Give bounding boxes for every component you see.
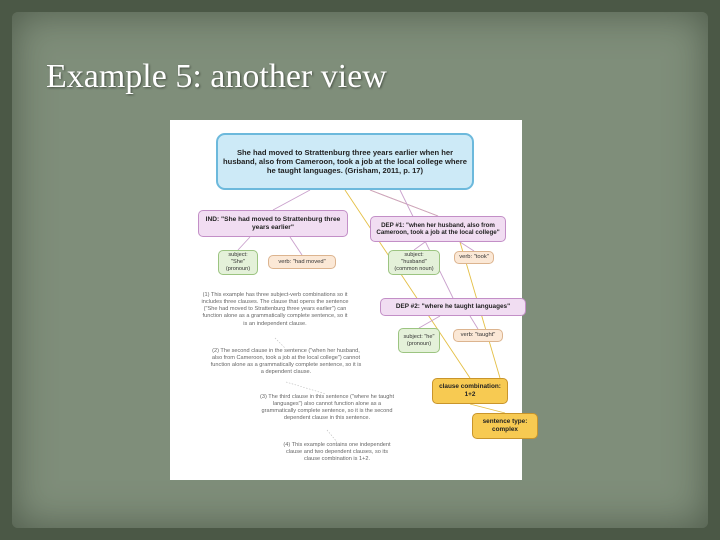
connector-line <box>327 430 337 442</box>
slide-title: Example 5: another view <box>46 58 387 95</box>
connector-line <box>400 190 453 298</box>
note-4: (4) This example contains one independent clause and two dependent clauses, so its clause combination is 1+2. <box>283 442 391 463</box>
connector-line <box>470 316 478 329</box>
sentence-type-box: sentence type: complex <box>472 413 538 439</box>
connector-line <box>470 404 505 413</box>
subject-2-box: subject: "husband" (common noun) <box>388 250 440 275</box>
dependent-clause-2-box: DEP #2: "where he taught languages" <box>380 298 526 316</box>
note-3: (3) The third clause in this sentence ("where he taught languages") also cannot function alone as a grammatically complete sentence, so it is the second dependent clause in this sentence. <box>259 394 395 422</box>
verb-3-box: verb: "taught" <box>453 329 503 342</box>
verb-1-box: verb: "had moved" <box>268 255 336 269</box>
subject-3-box: subject: "he" (pronoun) <box>398 328 440 353</box>
connector-line <box>414 242 425 250</box>
subject-1-box: subject: "She" (pronoun) <box>218 250 258 275</box>
connector-line <box>290 237 302 255</box>
independent-clause-box: IND: "She had moved to Strattenburg three years earlier" <box>198 210 348 237</box>
source-sentence-box: She had moved to Strattenburg three years earlier when her husband, also from Cameroon, took a job at the local college where he taught languages. (Grisham, 2011, p. 17) <box>216 133 474 190</box>
clause-combination-box: clause combination: 1+2 <box>432 378 508 404</box>
note-2: (2) The second clause in the sentence ("when her husband, also from Cameroon, took a job at the local college") cannot function alone as a grammatically complete sentence, so it is a dependent clause. <box>210 348 362 376</box>
verb-2-box: verb: "took" <box>454 251 494 264</box>
dependent-clause-1-box: DEP #1: "when her husband, also from Cameroon, took a job at the local college" <box>370 216 506 242</box>
note-1: (1) This example has three subject-verb combinations so it includes three clauses. The clause that opens the sentence ("She had moved to Strattenburg three years earlier") can function alone as a grammatically complete sentence, so it is an independent clause. <box>201 292 349 327</box>
clause-diagram <box>170 120 528 480</box>
connector-line <box>286 382 326 394</box>
connector-line <box>370 190 438 216</box>
connector-line <box>238 237 250 250</box>
connector-line <box>273 190 310 210</box>
connector-line <box>275 338 285 348</box>
